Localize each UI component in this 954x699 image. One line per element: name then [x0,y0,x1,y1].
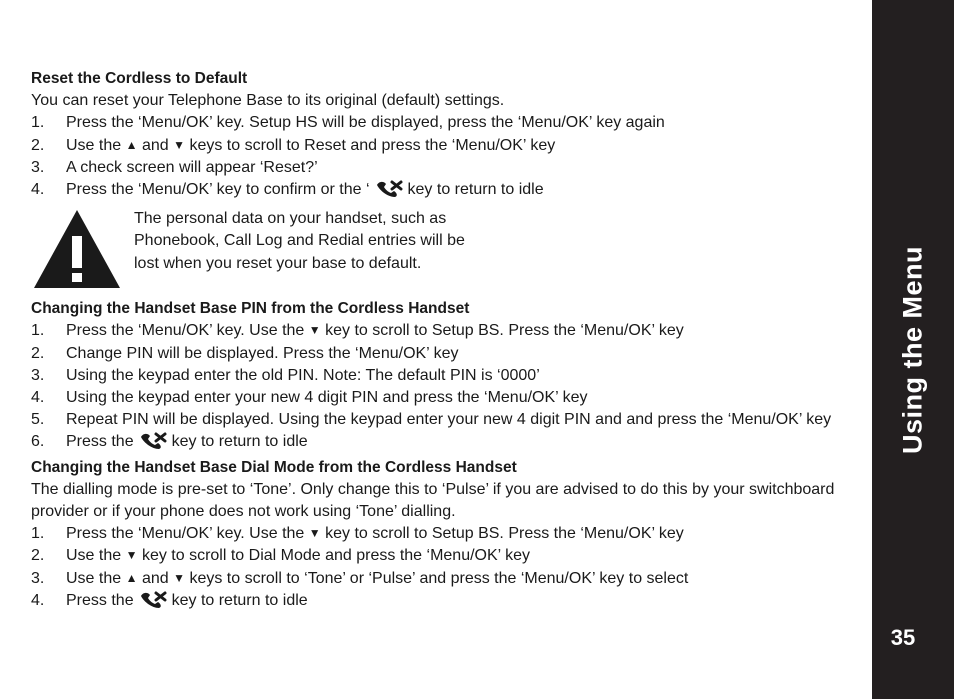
step-text-part: keys to scroll to Reset and press the ‘Menu/OK’ key [189,136,556,154]
reset-intro: You can reset your Telephone Base to its original (default) settings. [31,92,505,110]
step-number: 3. [31,366,45,384]
page-content [31,68,861,615]
end-call-icon [374,179,404,204]
pin-step-1 [31,320,861,342]
reset-step-2 [31,135,861,157]
step-number: 2. [31,136,45,154]
step-number: 4. [31,591,45,609]
step-text: Using the keypad enter the old PIN. Note: The default PIN is ‘0000’ [66,366,540,384]
step-text [66,135,861,157]
step-text-part: Use the [66,569,122,587]
warning-text: The personal data on your handset, such as Phonebook, Call Log and Redial entries will be lost when you reset your base to default. [134,210,465,272]
down-arrow-icon: ▼ [308,526,321,541]
step-text-part: key to return to idle [407,181,544,199]
step-text [66,545,861,567]
down-arrow-icon: ▼ [173,137,185,152]
down-arrow-icon: ▼ [125,548,138,563]
reset-heading: Reset the Cordless to Default [31,70,248,87]
end-call-icon [138,590,168,615]
step-text-part: Use the [66,547,122,565]
pin-step-5 [31,409,861,431]
step-number: 3. [31,158,45,176]
step-text: Using the keypad enter your new 4 digit PIN and press the ‘Menu/OK’ key [66,389,588,407]
step-text [66,590,861,615]
reset-step-1 [31,112,861,134]
step-number: 2. [31,547,45,565]
step-number: 6. [31,433,45,451]
step-text-part: key to scroll to Setup BS. Press the ‘Menu/OK’ key [325,525,684,543]
pin-heading: Changing the Handset Base PIN from the Cordless Handset [31,300,470,318]
step-number: 1. [31,322,45,340]
step-text-part: and [141,569,169,587]
step-number: 3. [31,569,45,587]
step-text [66,568,861,590]
step-text-part: Use the [66,136,122,154]
step-text-part: keys to scroll to ‘Tone’ or ‘Pulse’ and press the ‘Menu/OK’ key to select [189,569,689,587]
end-call-icon [138,431,168,456]
section-side-tab [872,0,954,699]
reset-step-3 [31,157,861,179]
step-text [66,179,861,204]
step-text-part: key to return to idle [171,433,308,451]
step-text-part: Press the [66,591,134,609]
pin-step-6 [31,431,861,456]
pin-step-2 [31,343,861,365]
step-text: A check screen will appear ‘Reset?’ [66,158,318,176]
dial-step-2 [31,545,861,567]
step-text [66,523,861,545]
step-text-part: Press the ‘Menu/OK’ key to confirm or the ‘ [66,181,370,199]
step-text-part: key to return to idle [171,591,308,609]
step-text-part: Press the [66,433,134,451]
page-number: 35 [890,625,916,650]
up-arrow-icon: ▲ [125,137,138,152]
up-arrow-icon: ▲ [125,570,138,585]
warning-icon [31,204,134,292]
step-text-part: key to scroll to Dial Mode and press the ‘Menu/OK’ key [141,547,530,565]
step-number: 4. [31,181,45,199]
step-number: 1. [31,114,45,132]
step-text: Change PIN will be displayed. Press the ‘Menu/OK’ key [66,344,459,362]
step-text [66,431,861,456]
warning-box [31,204,861,292]
step-text-part: key to scroll to Setup BS. Press the ‘Menu/OK’ key [325,322,684,340]
step-number: 2. [31,344,45,362]
step-text-part: and [141,136,169,154]
down-arrow-icon: ▼ [308,323,321,338]
reset-step-4 [31,179,861,204]
dial-step-1 [31,523,861,545]
step-text: Press the ‘Menu/OK’ key. Setup HS will be displayed, press the ‘Menu/OK’ key again [66,114,665,132]
dial-step-4 [31,590,861,615]
pin-step-4 [31,387,861,409]
down-arrow-icon: ▼ [173,570,185,585]
step-text [66,320,861,342]
step-number: 4. [31,389,45,407]
step-text: Repeat PIN will be displayed. Using the keypad enter your new 4 digit PIN and and press the ‘Menu/OK’ key [66,411,832,429]
dial-intro: The dialling mode is pre-set to ‘Tone’. Only change this to ‘Pulse’ if you are advised to do this by your switchboard provider or if your phone does not work using ‘Tone’ dialling. [31,480,835,521]
step-number: 1. [31,525,45,543]
dial-step-3 [31,568,861,590]
step-number: 5. [31,411,45,429]
section-title: Using the Menu [897,246,928,454]
step-text-part: Press the ‘Menu/OK’ key. Use the [66,322,305,340]
pin-step-3 [31,365,861,387]
step-text-part: Press the ‘Menu/OK’ key. Use the [66,525,305,543]
dial-heading: Changing the Handset Base Dial Mode from the Cordless Handset [31,458,517,476]
